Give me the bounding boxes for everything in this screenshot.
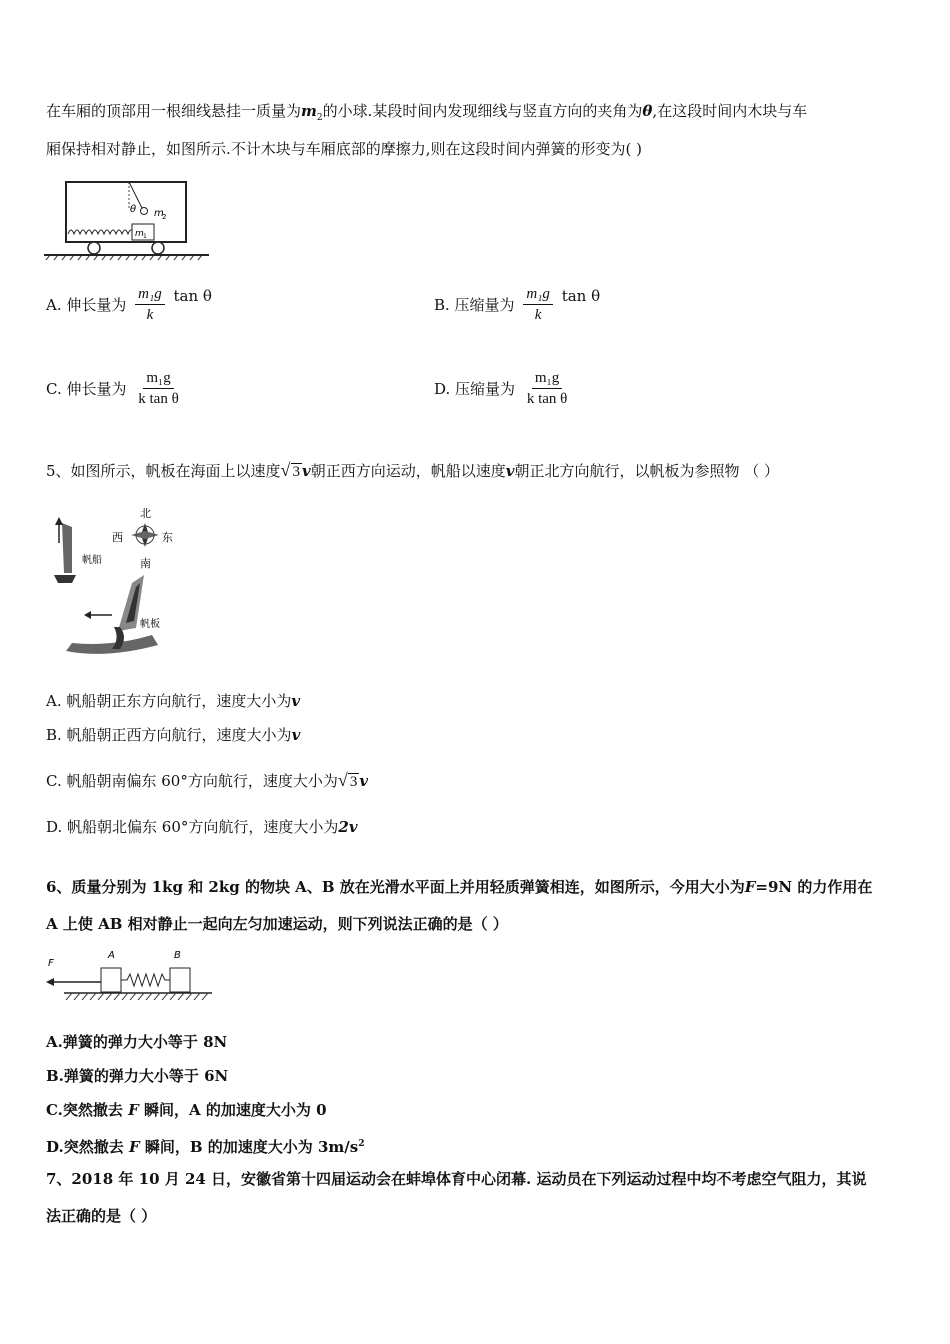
q5-text-b: 朝正西方向运动，帆船以速度 [310,462,506,480]
q5-option-c-sqrt-value: 3 [349,774,358,790]
q4-option-d-prefix: D. 压缩量为 [434,380,516,398]
q6-option-d-text-b: 瞬间，B 的加速度大小为 3m/s [144,1138,359,1156]
q4-option-b-den: k [534,307,542,323]
q5-fig-south: 南 [140,557,151,570]
q6-option-c-text-a: C.突然撤去 [46,1101,123,1119]
q5-fig-sailboat: 帆船 [82,555,102,566]
q5-option-d-v: 2v [338,818,358,836]
q4-option-d-den: k tan θ [526,391,568,407]
q5-option-c-sqrt: √ 3 [337,770,358,790]
q5-option-c-text: C. 帆船朝南偏东 60°方向航行，速度大小为 [46,772,338,790]
q5-fig-north: 北 [140,507,151,520]
q5-text [46,460,779,483]
q4-option-b-suffix: tan θ [561,286,601,305]
q6-figure-blocks [44,948,219,1008]
q4-text-a: 在车厢的顶部用一根细线悬挂一质量为 [46,102,302,120]
q6-fig-F: F [48,958,54,969]
q5-fig-west: 西 [112,531,123,544]
q4-option-b[interactable] [434,284,600,325]
q4-text-c: ,在这段时间内木块与车 [652,102,808,120]
q7-text-line2: 法正确的是（ ） [46,1207,157,1225]
q5-option-d-text: D. 帆船朝北偏东 60°方向航行，速度大小为 [46,818,339,836]
q4-option-c-num: m₁g [143,368,173,389]
q4-m2-sub: 2 [316,113,323,123]
q4-fig-m2-sub: 2 [162,213,167,221]
q6-fig-B: B [174,950,181,961]
q4-option-d[interactable] [434,368,574,409]
q6-option-d-F: F [128,1138,140,1156]
q5-figure-sail [44,503,184,663]
q5-option-a-v: v [291,692,301,710]
q4-option-a-suffix: tan θ [173,286,212,305]
q4-m2: m [301,102,317,120]
q5-sqrt-value: 3 [292,464,301,480]
q5-v2: v [505,462,515,480]
q4-option-b-fraction [523,284,553,325]
q6-text-a: 6、质量分别为 1kg 和 2kg 的物块 A、B 放在光滑水平面上并用轻质弹簧相连，如图所示，今用大小为 [46,878,745,896]
q5-option-d[interactable] [46,816,358,838]
q4-option-a-fraction [135,284,165,325]
q4-text-line2: 厢保持相对静止，如图所示.不计木块与车厢底部的摩擦力,则在这段时间内弹簧的形变为( ) [46,140,643,158]
q4-option-a[interactable] [46,284,212,325]
q4-fig-theta: θ [130,204,137,215]
q4-option-c[interactable] [46,368,186,409]
q4-text-b: 的小球.某段时间内发现细线与竖直方向的夹角为 [322,102,643,120]
q5-option-c-v: v [359,772,369,790]
q5-option-b-text: B. 帆船朝正西方向航行，速度大小为 [46,726,292,744]
q4-fig-m2: m [154,208,164,219]
q4-option-b-prefix: B. 压缩量为 [434,296,515,314]
q6-text-line2: A 上使 AB 相对静止一起向左匀加速运动，则下列说法正确的是（ ） [46,915,508,933]
q4-figure-cart [44,180,214,265]
q6-option-c-text-b: 瞬间，A 的加速度大小为 0 [144,1101,327,1119]
q6-option-a[interactable]: A.弹簧的弹力大小等于 8N [46,1033,228,1051]
q4-fig-m1-sub: 1 [143,233,147,240]
q5-option-b[interactable] [46,724,300,746]
q4-option-c-den: k tan θ [138,391,179,407]
q4-theta: θ [642,102,653,120]
q4-text-line1 [46,100,807,129]
q5-fig-sailboard: 帆板 [140,619,160,630]
q5-sqrt: √ 3 [280,460,301,480]
q6-option-b[interactable]: B.弹簧的弹力大小等于 6N [46,1067,229,1085]
q5-fig-east: 东 [162,531,173,544]
q4-option-a-num: m₁g [135,284,165,305]
q4-fig-m1: m [135,229,144,239]
q5-v1: v [302,462,311,480]
q5-option-a-text: A. 帆船朝正东方向航行，速度大小为 [46,692,292,710]
q6-option-c-F: F [128,1101,139,1119]
q6-option-c[interactable] [46,1099,327,1121]
q4-option-a-prefix: A. 伸长量为 [46,296,127,314]
q5-text-a: 5、如图所示，帆板在海面上以速度 [46,462,281,480]
q4-option-c-prefix: C. 伸长量为 [46,380,127,398]
q6-option-d-text-a: D.突然撤去 [46,1138,124,1156]
q6-F: F [744,878,756,896]
q5-option-b-v: v [291,726,301,744]
q4-option-d-fraction [524,368,571,409]
q4-option-a-den: k [146,307,154,323]
q6-fig-A: A [108,950,115,961]
q4-option-d-num: m₁g [532,368,562,389]
q6-option-d-sup: 2 [358,1139,365,1149]
q5-option-c[interactable] [46,770,368,793]
q5-option-a[interactable] [46,690,300,712]
q4-option-b-num: m₁g [523,284,553,305]
q6-text-line1 [46,876,872,898]
q7-text-line1: 7、2018 年 10 月 24 日，安徽省第十四届运动会在蚌埠体育中心闭幕. 运动员在下列运动过程中均不考虑空气阻力，其说 [46,1170,867,1188]
q5-text-c: 朝正北方向航行，以帆板为参照物 （ ） [514,462,780,480]
q6-text-b: =9N 的力作用在 [755,878,873,896]
q4-option-c-fraction [135,368,182,409]
q6-option-d[interactable] [46,1133,364,1158]
